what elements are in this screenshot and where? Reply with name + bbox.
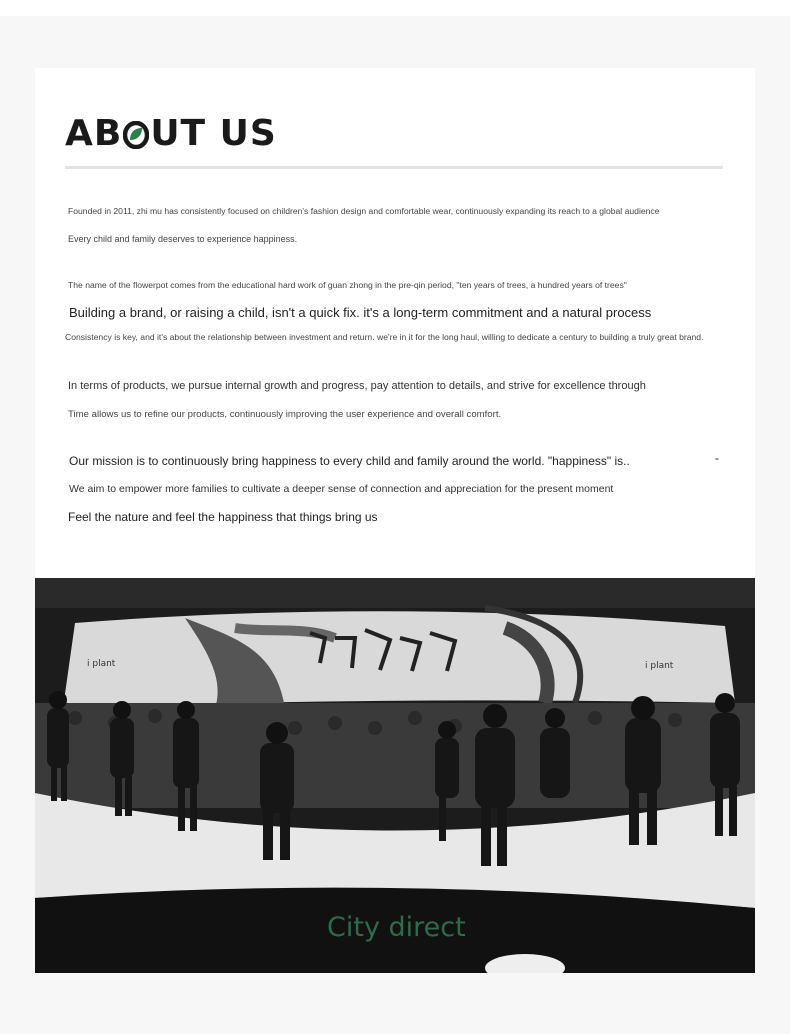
photo-caption: City direct [327,912,466,943]
page-title [65,114,277,154]
top-band [0,0,790,16]
paragraph-flowerpot-name: The name of the flowerpot comes from the educational hard work of guan zhong in the pre-qin period, "ten years of trees, a hundred years of trees" [68,280,627,290]
paragraph-every-child: Every child and family deserves to experience happiness. [68,234,298,244]
runway-photo [35,578,755,973]
paragraph-consistency: Consistency is key, and it's about the relationship between investment and return. we're in it for the long haul, willing to dedicate a century to building a truly great brand. [65,332,704,342]
about-card [35,68,755,578]
paragraph-time: Time allows us to refine our products, continuously improving the user experience and overall comfort. [68,409,502,420]
leaf-o-icon [123,118,149,146]
paragraph-products: In terms of products, we pursue internal growth and progress, pay attention to details, and strive for excellence through [68,380,646,392]
title-prefix: AB [65,113,123,154]
backdrop-logo-right: i plant [645,661,674,671]
paragraph-founded: Founded in 2011, zhi mu has consistently focused on children's fashion design and comfortable wear, continuously expanding its reach to a global audience [68,206,660,216]
title-divider [65,166,723,169]
mission-dash: - [715,451,719,465]
paragraph-feel-nature: Feel the nature and feel the happiness that things bring us [68,510,378,524]
backdrop-logo-left: i plant [87,659,116,669]
paragraph-mission: Our mission is to continuously bring happiness to every child and family around the world. "happiness" is.. [69,454,630,468]
paragraph-empower: We aim to empower more families to cultivate a deeper sense of connection and appreciation for the present moment [69,483,614,495]
title-suffix: UT US [150,113,277,154]
paragraph-building-brand: Building a brand, or raising a child, isn't a quick fix. it's a long-term commitment and a natural process [69,305,652,320]
